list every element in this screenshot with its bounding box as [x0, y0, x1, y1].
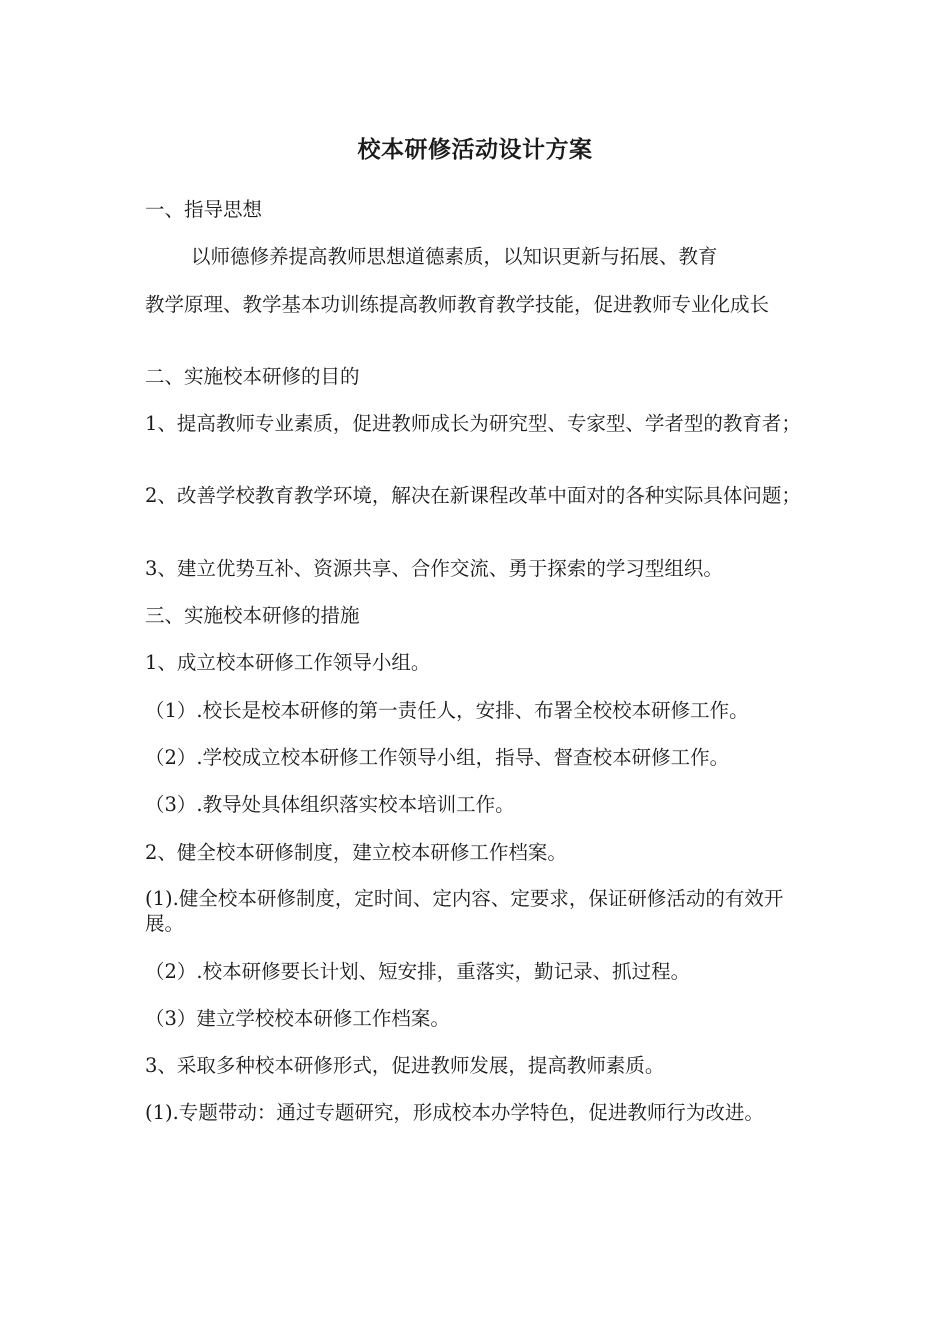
paragraph-text: 教学原理、教学基本功训练提高教师教育教学技能，促进教师专业化成长 — [145, 293, 770, 316]
list-item: 2、改善学校教育教学环境，解决在新课程改革中面对的各种实际具体问题； — [145, 484, 801, 507]
list-item: 1、提高教师专业素质，促进教师成长为研究型、专家型、学者型的教育者； — [145, 412, 801, 435]
section-heading-guiding-ideology: 一、指导思想 — [145, 198, 263, 221]
list-item: 1、成立校本研修工作领导小组。 — [145, 651, 431, 674]
list-item: 2、健全校本研修制度，建立校本研修工作档案。 — [145, 841, 567, 864]
sub-list-item: （3）.教导处具体组织落实校本培训工作。 — [145, 793, 515, 816]
paragraph-text: 以师德修养提高教师思想道德素质，以知识更新与拓展、教育 — [191, 245, 718, 268]
list-item: 3、建立优势互补、资源共享、合作交流、勇于探索的学习型组织。 — [145, 557, 723, 580]
sub-list-item: （2）.校本研修要长计划、短安排，重落实，勤记录、抓过程。 — [145, 960, 691, 983]
section-heading-purpose: 二、实施校本研修的目的 — [145, 365, 360, 388]
sub-list-item: （3）建立学校校本研修工作档案。 — [145, 1007, 450, 1030]
sub-list-item: (1).专题带动：通过专题研究，形成校本办学特色，促进教师行为改进。 — [145, 1101, 764, 1124]
section-heading-measures: 三、实施校本研修的措施 — [145, 604, 360, 627]
document-title: 校本研修活动设计方案 — [357, 136, 593, 163]
sub-list-item: (1).健全校本研修制度，定时间、定内容、定要求，保证研修活动的有效开展。 — [145, 887, 784, 935]
sub-list-item: （2）.学校成立校本研修工作领导小组，指导、督查校本研修工作。 — [145, 746, 730, 769]
list-item: 3、采取多种校本研修形式，促进教师发展，提高教师素质。 — [145, 1054, 665, 1077]
sub-list-item: （1）.校长是校本研修的第一责任人，安排、布署全校校本研修工作。 — [145, 699, 749, 722]
